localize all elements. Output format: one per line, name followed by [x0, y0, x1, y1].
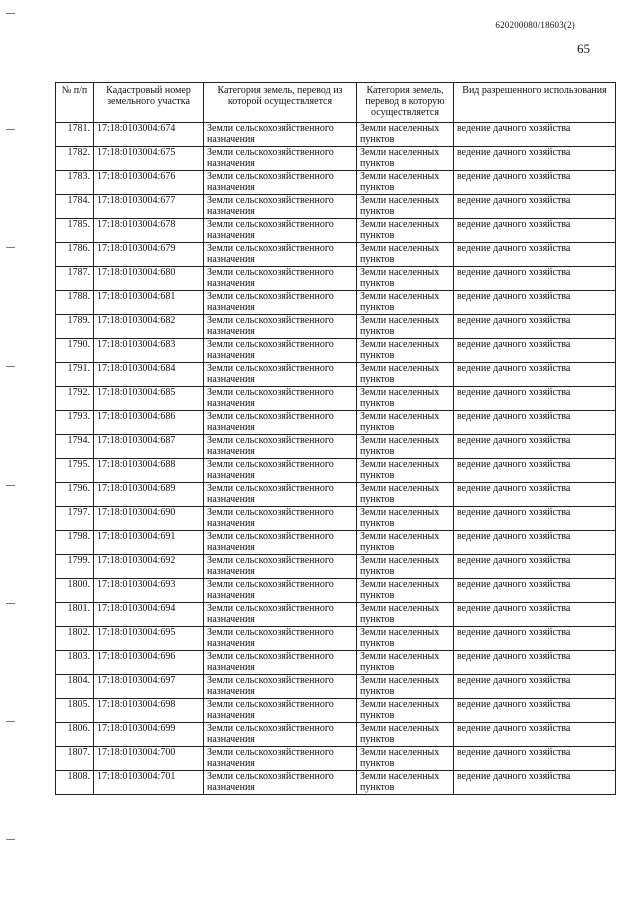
permitted-use-cell: ведение дачного хозяйства — [454, 291, 616, 315]
row-number-cell: 1808. — [56, 771, 94, 795]
category-from-cell: Земли сельскохозяйственного назначения — [204, 219, 357, 243]
category-to-cell: Земли населенных пунктов — [357, 267, 454, 291]
table-row — [56, 483, 616, 507]
table-row — [56, 507, 616, 531]
scan-margin-mark — [6, 838, 18, 842]
category-to-cell: Земли населенных пунктов — [357, 483, 454, 507]
cadastral-number-cell: 17:18:0103004:699 — [94, 723, 204, 747]
table-row — [56, 219, 616, 243]
scan-margin-mark — [6, 246, 18, 250]
category-to-cell: Земли населенных пунктов — [357, 339, 454, 363]
column-header-cadastral: Кадастровый номер земельного участка — [94, 83, 204, 123]
page-number: 65 — [577, 41, 590, 56]
cadastral-number-cell: 17:18:0103004:682 — [94, 315, 204, 339]
row-number-cell: 1784. — [56, 195, 94, 219]
table-row — [56, 771, 616, 795]
table-row — [56, 243, 616, 267]
column-header-category-to: Категория земель, перевод в которую осуществляется — [357, 83, 454, 123]
row-number-cell: 1806. — [56, 723, 94, 747]
permitted-use-cell: ведение дачного хозяйства — [454, 315, 616, 339]
row-number-cell: 1799. — [56, 555, 94, 579]
cadastral-number-cell: 17:18:0103004:686 — [94, 411, 204, 435]
row-number-cell: 1803. — [56, 651, 94, 675]
cadastral-number-cell: 17:18:0103004:688 — [94, 459, 204, 483]
category-to-cell: Земли населенных пунктов — [357, 435, 454, 459]
category-to-cell: Земли населенных пунктов — [357, 411, 454, 435]
cadastral-number-cell: 17:18:0103004:693 — [94, 579, 204, 603]
document-number: 620200080/18603(2) — [495, 20, 575, 30]
category-from-cell: Земли сельскохозяйственного назначения — [204, 435, 357, 459]
cadastral-number-cell: 17:18:0103004:677 — [94, 195, 204, 219]
category-from-cell: Земли сельскохозяйственного назначения — [204, 483, 357, 507]
cadastral-number-cell: 17:18:0103004:696 — [94, 651, 204, 675]
row-number-cell: 1786. — [56, 243, 94, 267]
cadastral-number-cell: 17:18:0103004:680 — [94, 267, 204, 291]
table-row — [56, 435, 616, 459]
permitted-use-cell: ведение дачного хозяйства — [454, 555, 616, 579]
cadastral-number-cell: 17:18:0103004:695 — [94, 627, 204, 651]
cadastral-number-cell: 17:18:0103004:684 — [94, 363, 204, 387]
category-to-cell: Земли населенных пунктов — [357, 507, 454, 531]
permitted-use-cell: ведение дачного хозяйства — [454, 675, 616, 699]
category-from-cell: Земли сельскохозяйственного назначения — [204, 579, 357, 603]
category-to-cell: Земли населенных пунктов — [357, 651, 454, 675]
cadastral-number-cell: 17:18:0103004:674 — [94, 123, 204, 147]
category-from-cell: Земли сельскохозяйственного назначения — [204, 171, 357, 195]
scan-margin-mark — [6, 484, 18, 488]
category-to-cell: Земли населенных пунктов — [357, 195, 454, 219]
category-to-cell: Земли населенных пунктов — [357, 603, 454, 627]
permitted-use-cell: ведение дачного хозяйства — [454, 387, 616, 411]
cadastral-number-cell: 17:18:0103004:698 — [94, 699, 204, 723]
category-to-cell: Земли населенных пунктов — [357, 531, 454, 555]
table-row — [56, 699, 616, 723]
permitted-use-cell: ведение дачного хозяйства — [454, 459, 616, 483]
category-from-cell: Земли сельскохозяйственного назначения — [204, 147, 357, 171]
table-row — [56, 459, 616, 483]
category-to-cell: Земли населенных пунктов — [357, 675, 454, 699]
table-row — [56, 171, 616, 195]
permitted-use-cell: ведение дачного хозяйства — [454, 603, 616, 627]
column-header-number: № п/п — [56, 83, 94, 123]
category-from-cell: Земли сельскохозяйственного назначения — [204, 603, 357, 627]
table-row — [56, 195, 616, 219]
permitted-use-cell: ведение дачного хозяйства — [454, 651, 616, 675]
permitted-use-cell: ведение дачного хозяйства — [454, 507, 616, 531]
row-number-cell: 1804. — [56, 675, 94, 699]
table-header-row — [56, 83, 616, 123]
table-row — [56, 315, 616, 339]
category-to-cell: Земли населенных пунктов — [357, 723, 454, 747]
row-number-cell: 1794. — [56, 435, 94, 459]
cadastral-number-cell: 17:18:0103004:690 — [94, 507, 204, 531]
table-row — [56, 651, 616, 675]
permitted-use-cell: ведение дачного хозяйства — [454, 363, 616, 387]
table-row — [56, 555, 616, 579]
permitted-use-cell: ведение дачного хозяйства — [454, 723, 616, 747]
category-from-cell: Земли сельскохозяйственного назначения — [204, 459, 357, 483]
category-to-cell: Земли населенных пунктов — [357, 747, 454, 771]
category-from-cell: Земли сельскохозяйственного назначения — [204, 627, 357, 651]
category-from-cell: Земли сельскохозяйственного назначения — [204, 699, 357, 723]
cadastral-number-cell: 17:18:0103004:675 — [94, 147, 204, 171]
cadastral-number-cell: 17:18:0103004:700 — [94, 747, 204, 771]
cadastral-number-cell: 17:18:0103004:683 — [94, 339, 204, 363]
category-from-cell: Земли сельскохозяйственного назначения — [204, 411, 357, 435]
category-to-cell: Земли населенных пунктов — [357, 363, 454, 387]
category-from-cell: Земли сельскохозяйственного назначения — [204, 387, 357, 411]
category-to-cell: Земли населенных пунктов — [357, 699, 454, 723]
table-row — [56, 339, 616, 363]
cadastral-number-cell: 17:18:0103004:692 — [94, 555, 204, 579]
category-from-cell: Земли сельскохозяйственного назначения — [204, 195, 357, 219]
row-number-cell: 1785. — [56, 219, 94, 243]
permitted-use-cell: ведение дачного хозяйства — [454, 123, 616, 147]
row-number-cell: 1789. — [56, 315, 94, 339]
row-number-cell: 1798. — [56, 531, 94, 555]
table-row — [56, 747, 616, 771]
row-number-cell: 1795. — [56, 459, 94, 483]
category-from-cell: Земли сельскохозяйственного назначения — [204, 531, 357, 555]
row-number-cell: 1781. — [56, 123, 94, 147]
category-to-cell: Земли населенных пунктов — [357, 771, 454, 795]
category-to-cell: Земли населенных пунктов — [357, 147, 454, 171]
category-from-cell: Земли сельскохозяйственного назначения — [204, 747, 357, 771]
cadastral-number-cell: 17:18:0103004:694 — [94, 603, 204, 627]
category-to-cell: Земли населенных пунктов — [357, 219, 454, 243]
permitted-use-cell: ведение дачного хозяйства — [454, 147, 616, 171]
row-number-cell: 1796. — [56, 483, 94, 507]
row-number-cell: 1801. — [56, 603, 94, 627]
scan-margin-mark — [6, 12, 18, 16]
category-from-cell: Земли сельскохозяйственного назначения — [204, 267, 357, 291]
permitted-use-cell: ведение дачного хозяйства — [454, 339, 616, 363]
permitted-use-cell: ведение дачного хозяйства — [454, 579, 616, 603]
permitted-use-cell: ведение дачного хозяйства — [454, 219, 616, 243]
category-to-cell: Земли населенных пунктов — [357, 243, 454, 267]
permitted-use-cell: ведение дачного хозяйства — [454, 435, 616, 459]
permitted-use-cell: ведение дачного хозяйства — [454, 747, 616, 771]
row-number-cell: 1782. — [56, 147, 94, 171]
table-row — [56, 411, 616, 435]
row-number-cell: 1792. — [56, 387, 94, 411]
cadastral-number-cell: 17:18:0103004:681 — [94, 291, 204, 315]
land-plots-table — [55, 82, 616, 795]
category-from-cell: Земли сельскохозяйственного назначения — [204, 723, 357, 747]
row-number-cell: 1802. — [56, 627, 94, 651]
table-row — [56, 627, 616, 651]
permitted-use-cell: ведение дачного хозяйства — [454, 531, 616, 555]
category-from-cell: Земли сельскохозяйственного назначения — [204, 675, 357, 699]
table-row — [56, 723, 616, 747]
permitted-use-cell: ведение дачного хозяйства — [454, 411, 616, 435]
table-row — [56, 363, 616, 387]
scan-margin-mark — [6, 365, 18, 369]
row-number-cell: 1797. — [56, 507, 94, 531]
scan-margin-mark — [6, 602, 18, 606]
cadastral-number-cell: 17:18:0103004:689 — [94, 483, 204, 507]
row-number-cell: 1807. — [56, 747, 94, 771]
category-to-cell: Земли населенных пунктов — [357, 459, 454, 483]
category-to-cell: Земли населенных пунктов — [357, 123, 454, 147]
table-row — [56, 387, 616, 411]
category-to-cell: Земли населенных пунктов — [357, 627, 454, 651]
category-from-cell: Земли сельскохозяйственного назначения — [204, 291, 357, 315]
permitted-use-cell: ведение дачного хозяйства — [454, 243, 616, 267]
cadastral-number-cell: 17:18:0103004:685 — [94, 387, 204, 411]
category-to-cell: Земли населенных пунктов — [357, 579, 454, 603]
row-number-cell: 1793. — [56, 411, 94, 435]
row-number-cell: 1790. — [56, 339, 94, 363]
table-row — [56, 531, 616, 555]
cadastral-number-cell: 17:18:0103004:678 — [94, 219, 204, 243]
row-number-cell: 1788. — [56, 291, 94, 315]
category-from-cell: Земли сельскохозяйственного назначения — [204, 507, 357, 531]
cadastral-number-cell: 17:18:0103004:687 — [94, 435, 204, 459]
category-from-cell: Земли сельскохозяйственного назначения — [204, 771, 357, 795]
scan-margin-mark — [6, 720, 18, 724]
cadastral-number-cell: 17:18:0103004:701 — [94, 771, 204, 795]
category-to-cell: Земли населенных пунктов — [357, 315, 454, 339]
table-row — [56, 579, 616, 603]
scan-margin-mark — [6, 128, 18, 132]
category-from-cell: Земли сельскохозяйственного назначения — [204, 243, 357, 267]
category-from-cell: Земли сельскохозяйственного назначения — [204, 123, 357, 147]
table-row — [56, 123, 616, 147]
permitted-use-cell: ведение дачного хозяйства — [454, 195, 616, 219]
category-from-cell: Земли сельскохозяйственного назначения — [204, 555, 357, 579]
table-row — [56, 603, 616, 627]
permitted-use-cell: ведение дачного хозяйства — [454, 627, 616, 651]
permitted-use-cell: ведение дачного хозяйства — [454, 171, 616, 195]
row-number-cell: 1800. — [56, 579, 94, 603]
category-from-cell: Земли сельскохозяйственного назначения — [204, 339, 357, 363]
row-number-cell: 1805. — [56, 699, 94, 723]
category-to-cell: Земли населенных пунктов — [357, 291, 454, 315]
permitted-use-cell: ведение дачного хозяйства — [454, 267, 616, 291]
column-header-category-from: Категория земель, перевод из которой осуществляется — [204, 83, 357, 123]
category-to-cell: Земли населенных пунктов — [357, 555, 454, 579]
cadastral-number-cell: 17:18:0103004:676 — [94, 171, 204, 195]
permitted-use-cell: ведение дачного хозяйства — [454, 483, 616, 507]
cadastral-number-cell: 17:18:0103004:697 — [94, 675, 204, 699]
table-row — [56, 147, 616, 171]
column-header-permitted-use: Вид разрешенного использования — [454, 83, 616, 123]
category-to-cell: Земли населенных пунктов — [357, 387, 454, 411]
table-row — [56, 267, 616, 291]
permitted-use-cell: ведение дачного хозяйства — [454, 699, 616, 723]
row-number-cell: 1787. — [56, 267, 94, 291]
permitted-use-cell: ведение дачного хозяйства — [454, 771, 616, 795]
table-row — [56, 675, 616, 699]
category-from-cell: Земли сельскохозяйственного назначения — [204, 363, 357, 387]
row-number-cell: 1791. — [56, 363, 94, 387]
category-to-cell: Земли населенных пунктов — [357, 171, 454, 195]
category-from-cell: Земли сельскохозяйственного назначения — [204, 651, 357, 675]
row-number-cell: 1783. — [56, 171, 94, 195]
category-from-cell: Земли сельскохозяйственного назначения — [204, 315, 357, 339]
table-row — [56, 291, 616, 315]
cadastral-number-cell: 17:18:0103004:691 — [94, 531, 204, 555]
cadastral-number-cell: 17:18:0103004:679 — [94, 243, 204, 267]
